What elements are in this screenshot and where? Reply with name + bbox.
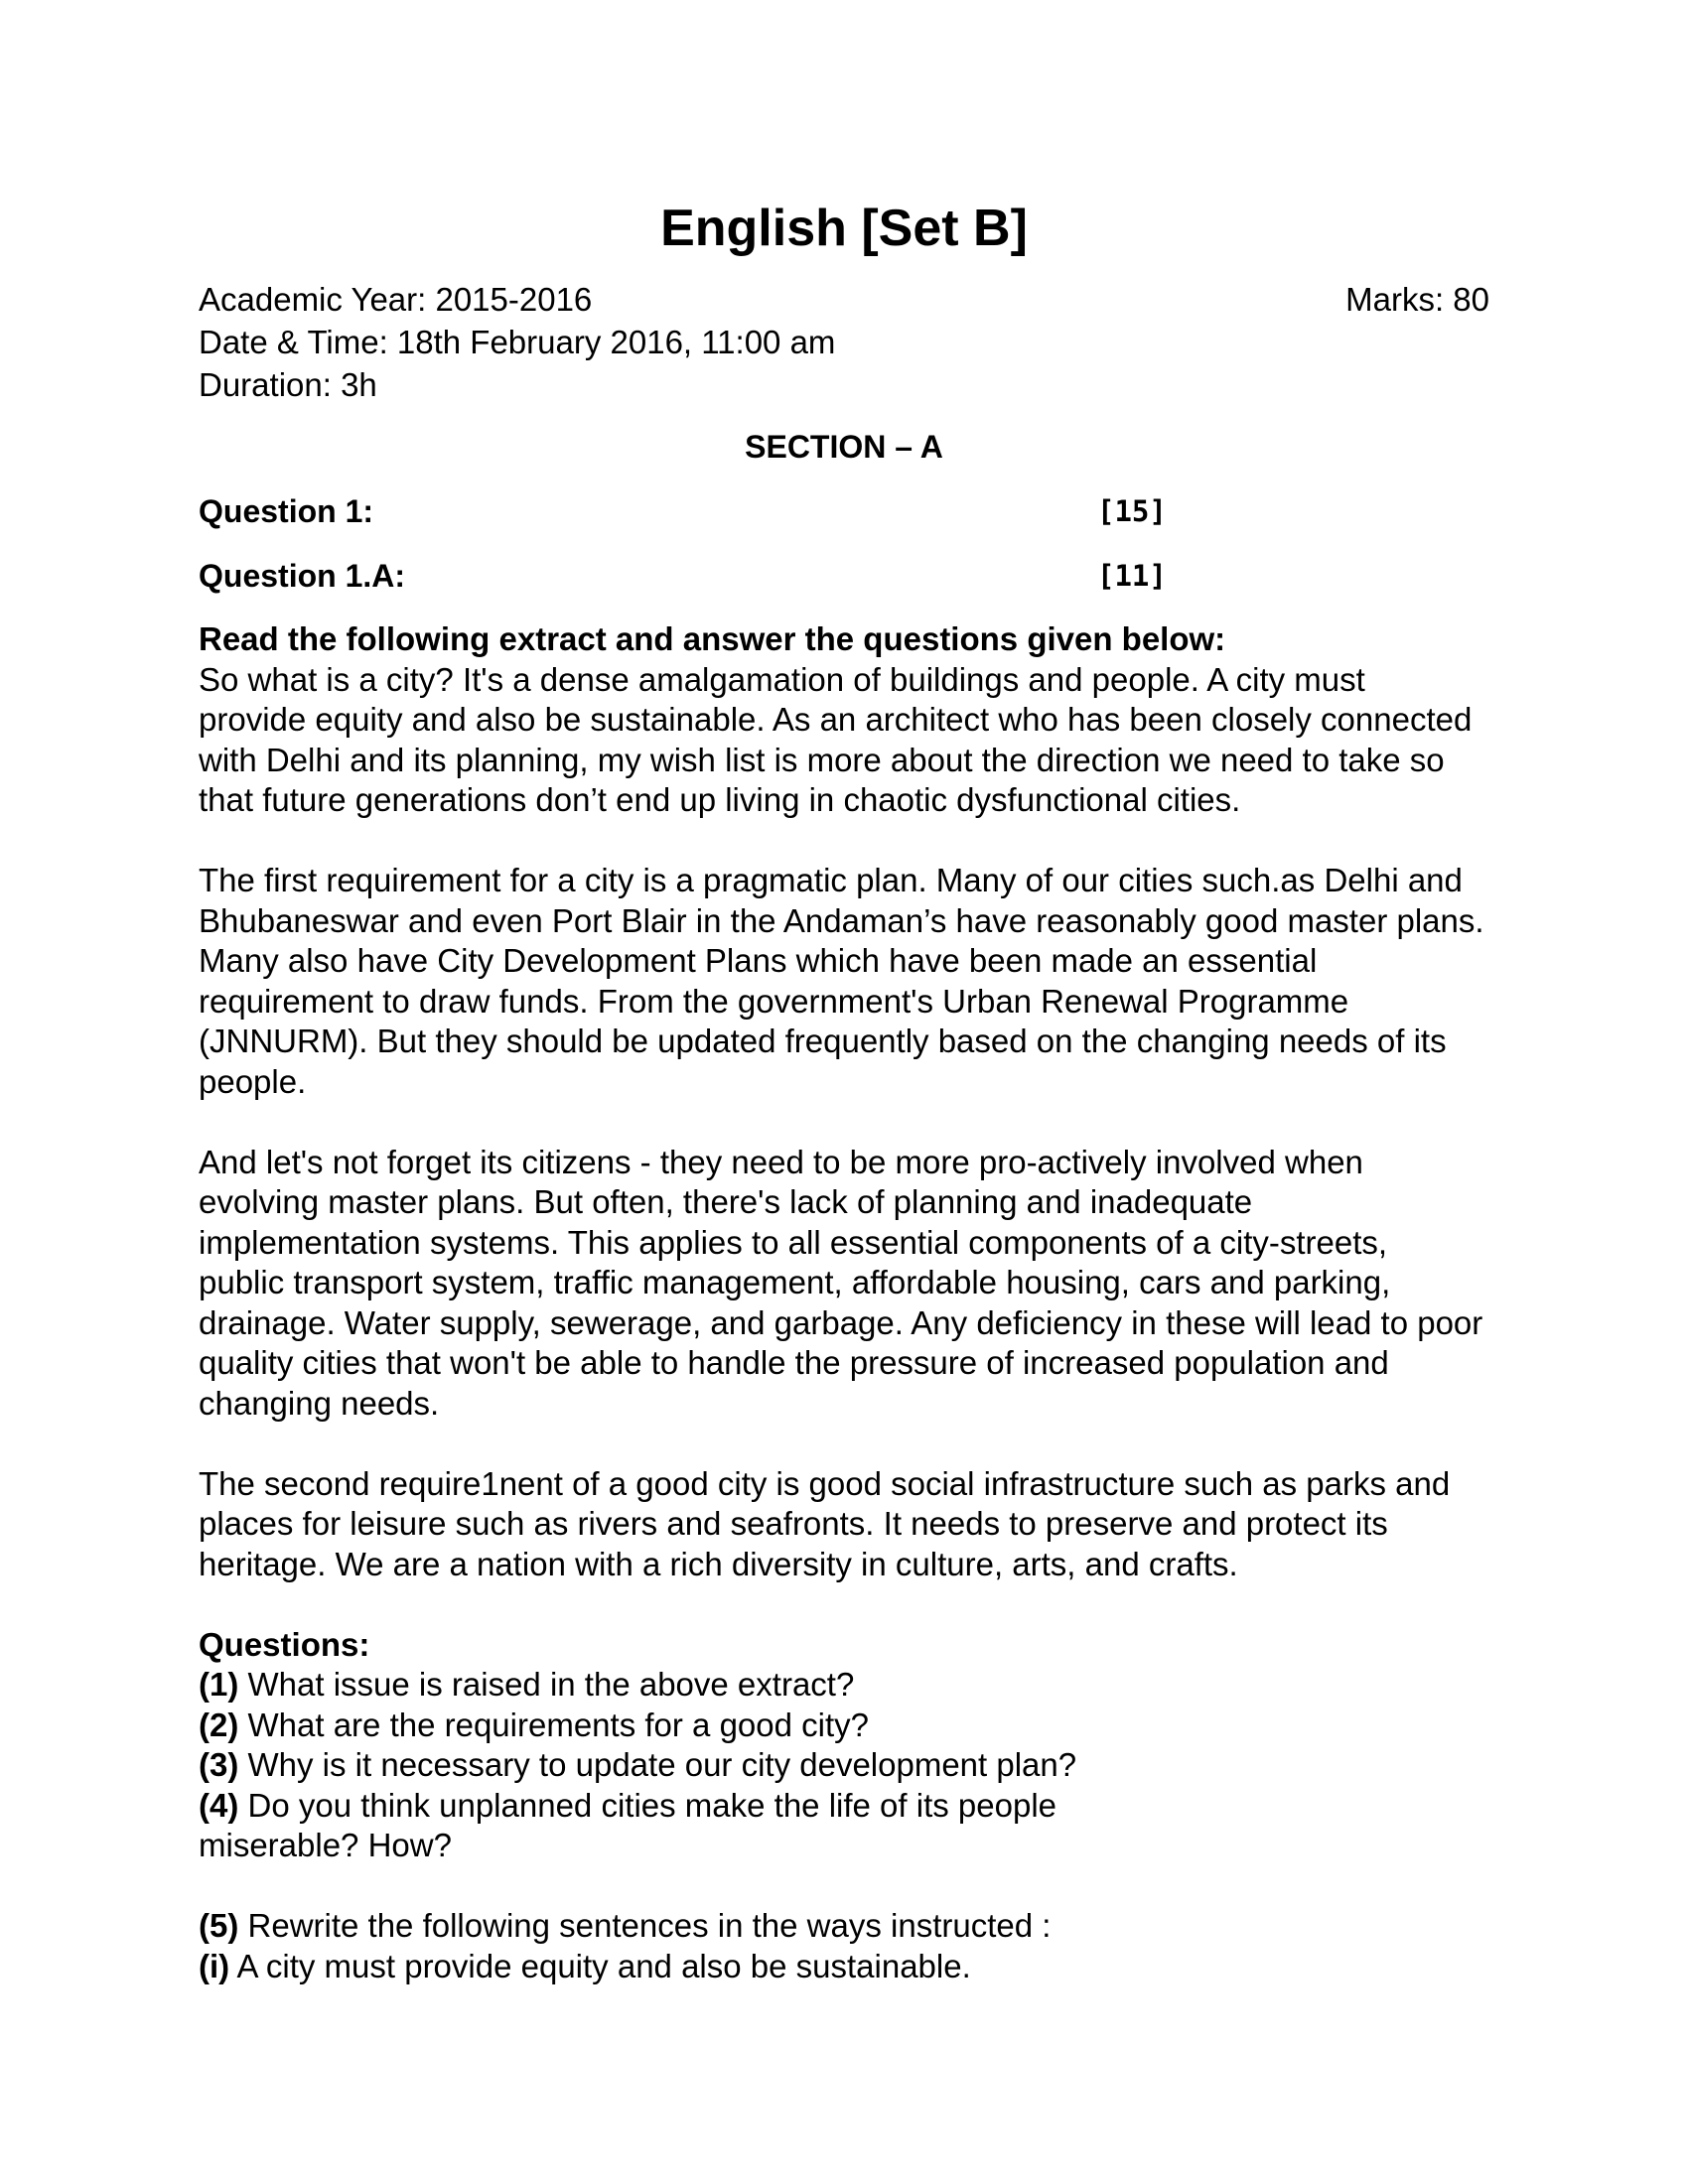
question-row xyxy=(199,555,1489,598)
paragraph xyxy=(199,660,1489,821)
sub-question-text: Why is it necessary to update our city development plan? xyxy=(238,1746,1077,1783)
sub-question xyxy=(199,1706,1489,1746)
text-line: quality cities that won't be able to handle the pressure of increased population and xyxy=(199,1344,1389,1381)
sub-question xyxy=(199,1665,1489,1706)
text-line: public transport system, traffic management, affordable housing, cars and parking, xyxy=(199,1264,1391,1300)
sub-question-continuation: miserable? How? xyxy=(199,1827,452,1863)
text-line: implementation systems. This applies to all essential components of a city-streets, xyxy=(199,1223,1388,1261)
text-line: people. xyxy=(199,1062,307,1100)
text-line: places for leisure such as rivers and seafronts. It needs to preserve and protect its xyxy=(199,1505,1388,1542)
text-line: And let's not forget its citizens - they need to be more pro-actively involved when xyxy=(199,1143,1363,1180)
rewrite-text: Rewrite the following sentences in the ways instructed : xyxy=(238,1907,1052,1944)
paragraph xyxy=(199,861,1489,1102)
sub-question-number: (2) xyxy=(199,1706,239,1743)
academic-year: Academic Year: 2015-2016 xyxy=(199,281,593,318)
sub-question-number: (1) xyxy=(199,1666,239,1703)
text-line: So what is a city? It's a dense amalgamation of buildings and people. A city must xyxy=(199,660,1365,698)
text-line: drainage. Water supply, sewerage, and garbage. Any deficiency in these will lead to poor xyxy=(199,1303,1483,1341)
paragraph xyxy=(199,1464,1489,1585)
extract-block xyxy=(199,619,1489,1986)
text-line: (JNNURM). But they should be updated frequently based on the changing needs of its xyxy=(199,1023,1447,1059)
rewrite-item-number: (i) xyxy=(199,1947,230,1984)
page-title: English [Set B] xyxy=(660,200,1028,257)
duration: Duration: 3h xyxy=(199,366,377,403)
sub-question-number: (4) xyxy=(199,1786,239,1824)
question-label: Question 1.A: xyxy=(199,558,406,594)
paragraph xyxy=(199,1143,1489,1425)
text-line: The second require1nent of a good city is good social infrastructure such as parks and xyxy=(199,1464,1451,1502)
rewrite-item xyxy=(199,1947,1489,1987)
text-line: that future generations don’t end up living in chaotic dysfunctional cities. xyxy=(199,781,1241,818)
questions-heading: Questions: xyxy=(199,1625,370,1663)
text-line: with Delhi and its planning, my wish list is more about the direction we need to take so xyxy=(199,741,1445,778)
question-label: Question 1: xyxy=(199,493,374,529)
date-time: Date & Time: 18th February 2016, 11:00 am xyxy=(199,324,836,360)
sub-question-text: Do you think unplanned cities make the life of its people xyxy=(238,1786,1057,1824)
exam-meta xyxy=(199,278,1489,406)
text-line: The first requirement for a city is a pragmatic plan. Many of our cities such.as Delhi and xyxy=(199,862,1463,898)
rewrite-item-text: A city must provide equity and also be sustainable. xyxy=(229,1947,971,1984)
text-line: heritage. We are a nation with a rich diversity in culture, arts, and crafts. xyxy=(199,1545,1238,1582)
text-line: changing needs. xyxy=(199,1384,440,1422)
sub-question-text: What issue is raised in the above extract? xyxy=(238,1666,855,1703)
section-heading: SECTION – A xyxy=(745,429,943,465)
text-line: evolving master plans. But often, there's lack of planning and inadequate xyxy=(199,1183,1253,1220)
sub-question xyxy=(199,1745,1489,1786)
question-marks: [15] xyxy=(1097,494,1167,528)
text-line: Bhubaneswar and even Port Blair in the Andaman’s have reasonably good master plans. xyxy=(199,901,1484,939)
sub-question xyxy=(199,1786,1489,1827)
question-row xyxy=(199,490,1489,533)
text-line: requirement to draw funds. From the government's Urban Renewal Programme xyxy=(199,982,1349,1020)
total-marks: Marks: 80 xyxy=(1345,281,1489,318)
rewrite-question xyxy=(199,1906,1489,1947)
exam-page xyxy=(199,189,1489,1986)
question-marks: [11] xyxy=(1097,559,1167,593)
rewrite-number: (5) xyxy=(199,1907,239,1944)
sub-question-number: (3) xyxy=(199,1746,239,1783)
text-line: provide equity and also be sustainable. As an architect who has been closely connected xyxy=(199,701,1473,738)
sub-question-text: What are the requirements for a good city? xyxy=(238,1706,869,1743)
text-line: Many also have City Development Plans which have been made an essential xyxy=(199,942,1318,979)
instruction-text: Read the following extract and answer the questions given below: xyxy=(199,620,1226,657)
